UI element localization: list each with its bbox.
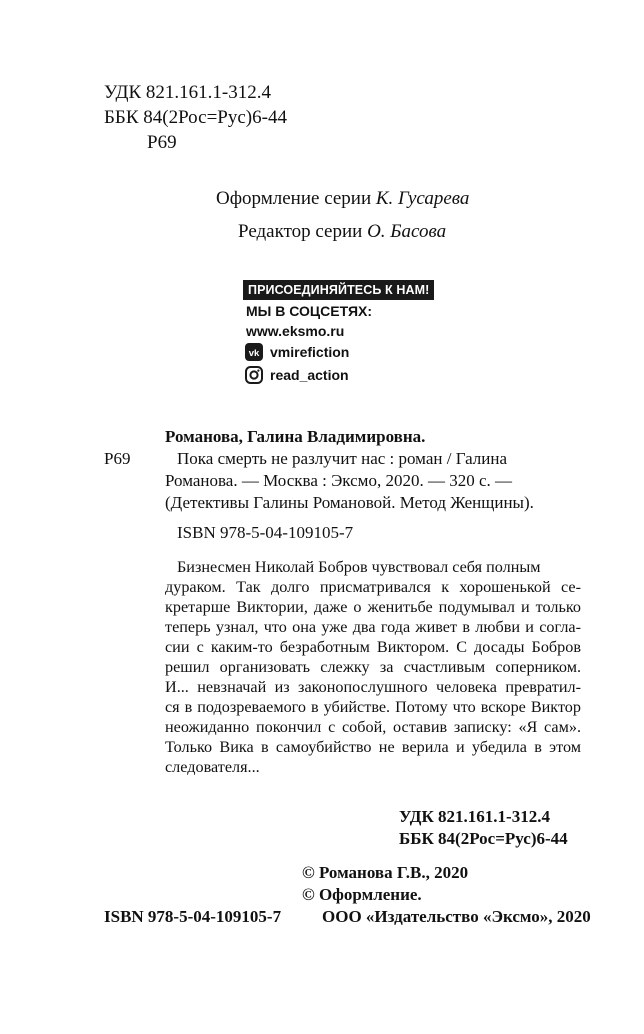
catalog-description-line: Пока смерть не разлучит нас : роман / Галина bbox=[177, 449, 508, 468]
editor-credit bbox=[238, 220, 446, 244]
catalog-mark: Р69 bbox=[104, 449, 131, 468]
annotation-line: теперь узнал, что она уже два года живет в любви и согла- bbox=[165, 618, 581, 636]
instagram-handle[interactable]: read_action bbox=[270, 367, 349, 383]
design-credit-name: К. Гусарева bbox=[375, 188, 470, 209]
editor-credit-label: Редактор серии bbox=[238, 221, 363, 242]
annotation-line: сии с каким-то безработным Виктором. С досады Бобров bbox=[165, 638, 581, 656]
classification-udk: УДК 821.161.1-312.4 bbox=[399, 807, 550, 826]
annotation-line: Бизнесмен Николай Бобров чувствовал себя полным bbox=[177, 558, 541, 576]
header-bbk: ББК 84(2Рос=Рус)6-44 bbox=[104, 107, 287, 128]
annotation-line: неожиданно покончил с собой, оставив записку: «Я сам». bbox=[165, 718, 581, 736]
design-credit bbox=[216, 187, 469, 211]
annotation-line: И... невзначай из законопослушного человека превратил- bbox=[165, 678, 581, 696]
copyright-publisher: ООО «Издательство «Эксмо», 2020 bbox=[322, 907, 591, 926]
annotation-line: дураком. Так долго присматривался к хорошенькой се- bbox=[165, 578, 581, 596]
join-banner: ПРИСОЕДИНЯЙТЕСЬ К НАМ! bbox=[243, 280, 434, 300]
header-udk: УДК 821.161.1-312.4 bbox=[104, 82, 271, 103]
editor-credit-name: О. Басова bbox=[367, 221, 447, 242]
catalog-isbn: ISBN 978-5-04-109105-7 bbox=[177, 523, 354, 542]
header-author-mark: Р69 bbox=[147, 132, 177, 153]
copyright-design: © Оформление. bbox=[302, 885, 422, 904]
annotation-line: решил организовать слежку за счастливым соперником. bbox=[165, 658, 581, 676]
instagram-icon bbox=[245, 366, 263, 384]
vk-handle[interactable]: vmirefiction bbox=[270, 344, 350, 360]
social-subtitle: МЫ В СОЦСЕТЯХ: bbox=[246, 303, 373, 319]
vk-icon bbox=[245, 343, 263, 361]
svg-text:vk: vk bbox=[248, 347, 260, 359]
annotation-line: кретарше Виктории, даже о женитьбе подумывал и только bbox=[165, 598, 581, 616]
annotation-line: Только Вика в самоубийство не верила и убедила в этом bbox=[165, 738, 581, 756]
classification-bbk: ББК 84(2Рос=Рус)6-44 bbox=[399, 829, 568, 848]
catalog-author: Романова, Галина Владимировна. bbox=[165, 427, 426, 446]
annotation-line: ся в подозреваемого в убийстве. Потому что вскоре Виктор bbox=[165, 698, 581, 716]
catalog-description-line: Романова. — Москва : Эксмо, 2020. — 320 с. — bbox=[165, 471, 512, 490]
copyright-author: © Романова Г.В., 2020 bbox=[302, 863, 469, 882]
catalog-description-line: (Детективы Галины Романовой. Метод Женщины). bbox=[165, 493, 534, 512]
website-link[interactable]: www.eksmo.ru bbox=[246, 323, 345, 339]
copyright-isbn: ISBN 978-5-04-109105-7 bbox=[104, 907, 282, 926]
design-credit-label: Оформление серии bbox=[216, 188, 372, 209]
annotation-line: следователя... bbox=[165, 758, 260, 776]
